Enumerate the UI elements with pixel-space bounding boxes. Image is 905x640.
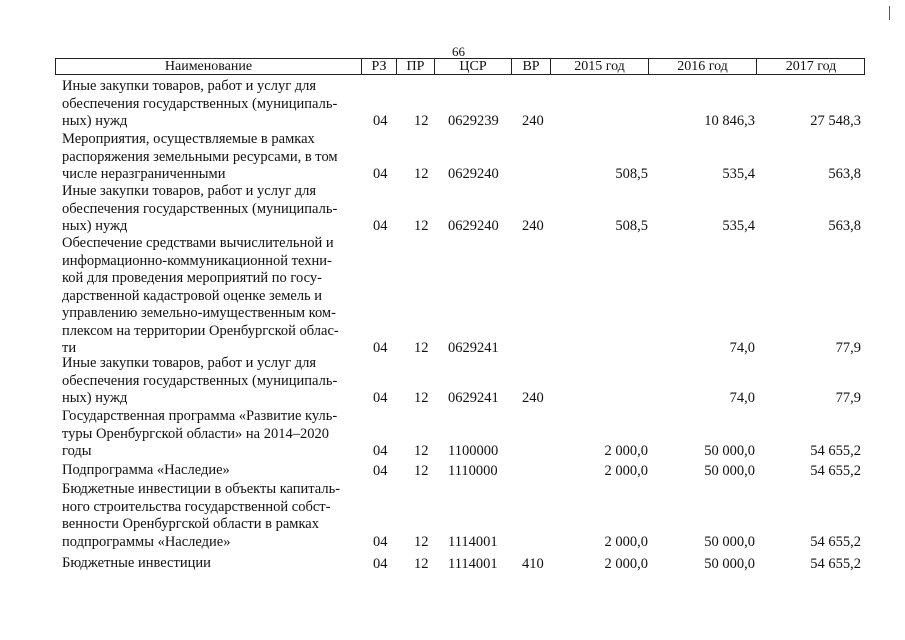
row-2017: 563,8 bbox=[828, 166, 861, 182]
row-2015: 508,5 bbox=[615, 218, 648, 234]
row-2015: 2 000,0 bbox=[604, 443, 648, 459]
table-row bbox=[0, 235, 905, 357]
table-row bbox=[0, 408, 905, 460]
row-csr: 1100000 bbox=[448, 443, 499, 459]
row-csr: 1114001 bbox=[448, 534, 498, 550]
row-pr: 12 bbox=[414, 340, 429, 356]
header-name: Наименование bbox=[164, 59, 253, 74]
row-name: Иные закупки товаров, работ и услуг для обеспечения государственных (муниципаль- ных) нужд bbox=[62, 78, 338, 129]
header-2016: 2016 год bbox=[648, 59, 756, 74]
page-number: 66 bbox=[452, 44, 465, 59]
row-csr: 0629239 bbox=[448, 113, 499, 129]
row-2016: 74,0 bbox=[729, 340, 755, 356]
row-name: Государственная программа «Развитие куль- туры Оренбургской области» на 2014–2020 годы bbox=[62, 408, 338, 459]
row-vr: 240 bbox=[522, 218, 544, 234]
header-rz: РЗ bbox=[361, 59, 396, 74]
table-row bbox=[0, 462, 905, 480]
row-2017: 54 655,2 bbox=[810, 463, 861, 479]
row-name: Подпрограмма «Наследие» bbox=[62, 462, 230, 478]
row-2017: 54 655,2 bbox=[810, 556, 861, 572]
row-2016: 50 000,0 bbox=[704, 534, 755, 550]
row-2015: 2 000,0 bbox=[604, 534, 648, 550]
row-name: Обеспечение средствами вычислительной и информационно-коммуникационной техни- кой для проведения мероприятий по госу- дарственной кадастровой оценке земель и управлению земельно-имущественным ком- плексом на территории Оренбургской облас- ти bbox=[62, 235, 339, 356]
row-2015: 2 000,0 bbox=[604, 556, 648, 572]
row-csr: 1114001 bbox=[448, 556, 498, 572]
row-name: Иные закупки товаров, работ и услуг для обеспечения государственных (муниципаль- ных) нужд bbox=[62, 355, 338, 406]
table-row bbox=[0, 183, 905, 235]
row-2017: 77,9 bbox=[835, 390, 861, 406]
table-row bbox=[0, 78, 905, 130]
header-csr: ЦСР bbox=[434, 59, 511, 74]
header-pr: ПР bbox=[396, 59, 434, 74]
row-vr: 240 bbox=[522, 390, 544, 406]
row-2016: 74,0 bbox=[729, 390, 755, 406]
row-2016: 535,4 bbox=[722, 218, 755, 234]
table-row bbox=[0, 481, 905, 551]
header-2017: 2017 год bbox=[756, 59, 865, 74]
row-name: Бюджетные инвестиции bbox=[62, 555, 211, 571]
row-rz: 04 bbox=[373, 340, 388, 356]
row-2015: 508,5 bbox=[615, 166, 648, 182]
row-2016: 50 000,0 bbox=[704, 463, 755, 479]
row-rz: 04 bbox=[373, 218, 388, 234]
table-row bbox=[0, 131, 905, 183]
header-2015: 2015 год bbox=[550, 59, 648, 74]
row-pr: 12 bbox=[414, 463, 429, 479]
row-csr: 1110000 bbox=[448, 463, 498, 479]
table-row bbox=[0, 555, 905, 573]
row-2017: 54 655,2 bbox=[810, 534, 861, 550]
row-pr: 12 bbox=[414, 443, 429, 459]
row-pr: 12 bbox=[414, 556, 429, 572]
row-vr: 240 bbox=[522, 113, 544, 129]
row-2017: 77,9 bbox=[835, 340, 861, 356]
row-name: Мероприятия, осуществляемые в рамках распоряжения земельными ресурсами, в том числе неразграниченными bbox=[62, 131, 338, 182]
row-rz: 04 bbox=[373, 443, 388, 459]
row-pr: 12 bbox=[414, 113, 429, 129]
row-rz: 04 bbox=[373, 556, 388, 572]
row-rz: 04 bbox=[373, 534, 388, 550]
row-name: Иные закупки товаров, работ и услуг для обеспечения государственных (муниципаль- ных) нужд bbox=[62, 183, 338, 234]
row-pr: 12 bbox=[414, 166, 429, 182]
row-2015: 2 000,0 bbox=[604, 463, 648, 479]
table-row bbox=[0, 355, 905, 407]
row-2016: 50 000,0 bbox=[704, 556, 755, 572]
row-2016: 50 000,0 bbox=[704, 443, 755, 459]
row-2016: 535,4 bbox=[722, 166, 755, 182]
row-csr: 0629241 bbox=[448, 340, 499, 356]
row-csr: 0629241 bbox=[448, 390, 499, 406]
row-2017: 27 548,3 bbox=[810, 113, 861, 129]
row-pr: 12 bbox=[414, 218, 429, 234]
row-vr: 410 bbox=[522, 556, 544, 572]
row-name: Бюджетные инвестиции в объекты капиталь- ного строительства государственной собст- венности Оренбургской области в рамках подпрограммы «Наследие» bbox=[62, 481, 341, 550]
row-2017: 54 655,2 bbox=[810, 443, 861, 459]
row-rz: 04 bbox=[373, 166, 388, 182]
row-2017: 563,8 bbox=[828, 218, 861, 234]
row-rz: 04 bbox=[373, 113, 388, 129]
row-pr: 12 bbox=[414, 534, 429, 550]
row-rz: 04 bbox=[373, 463, 388, 479]
row-pr: 12 bbox=[414, 390, 429, 406]
row-csr: 0629240 bbox=[448, 218, 499, 234]
row-rz: 04 bbox=[373, 390, 388, 406]
row-2016: 10 846,3 bbox=[704, 113, 755, 129]
row-csr: 0629240 bbox=[448, 166, 499, 182]
header-vr: ВР bbox=[511, 59, 550, 74]
